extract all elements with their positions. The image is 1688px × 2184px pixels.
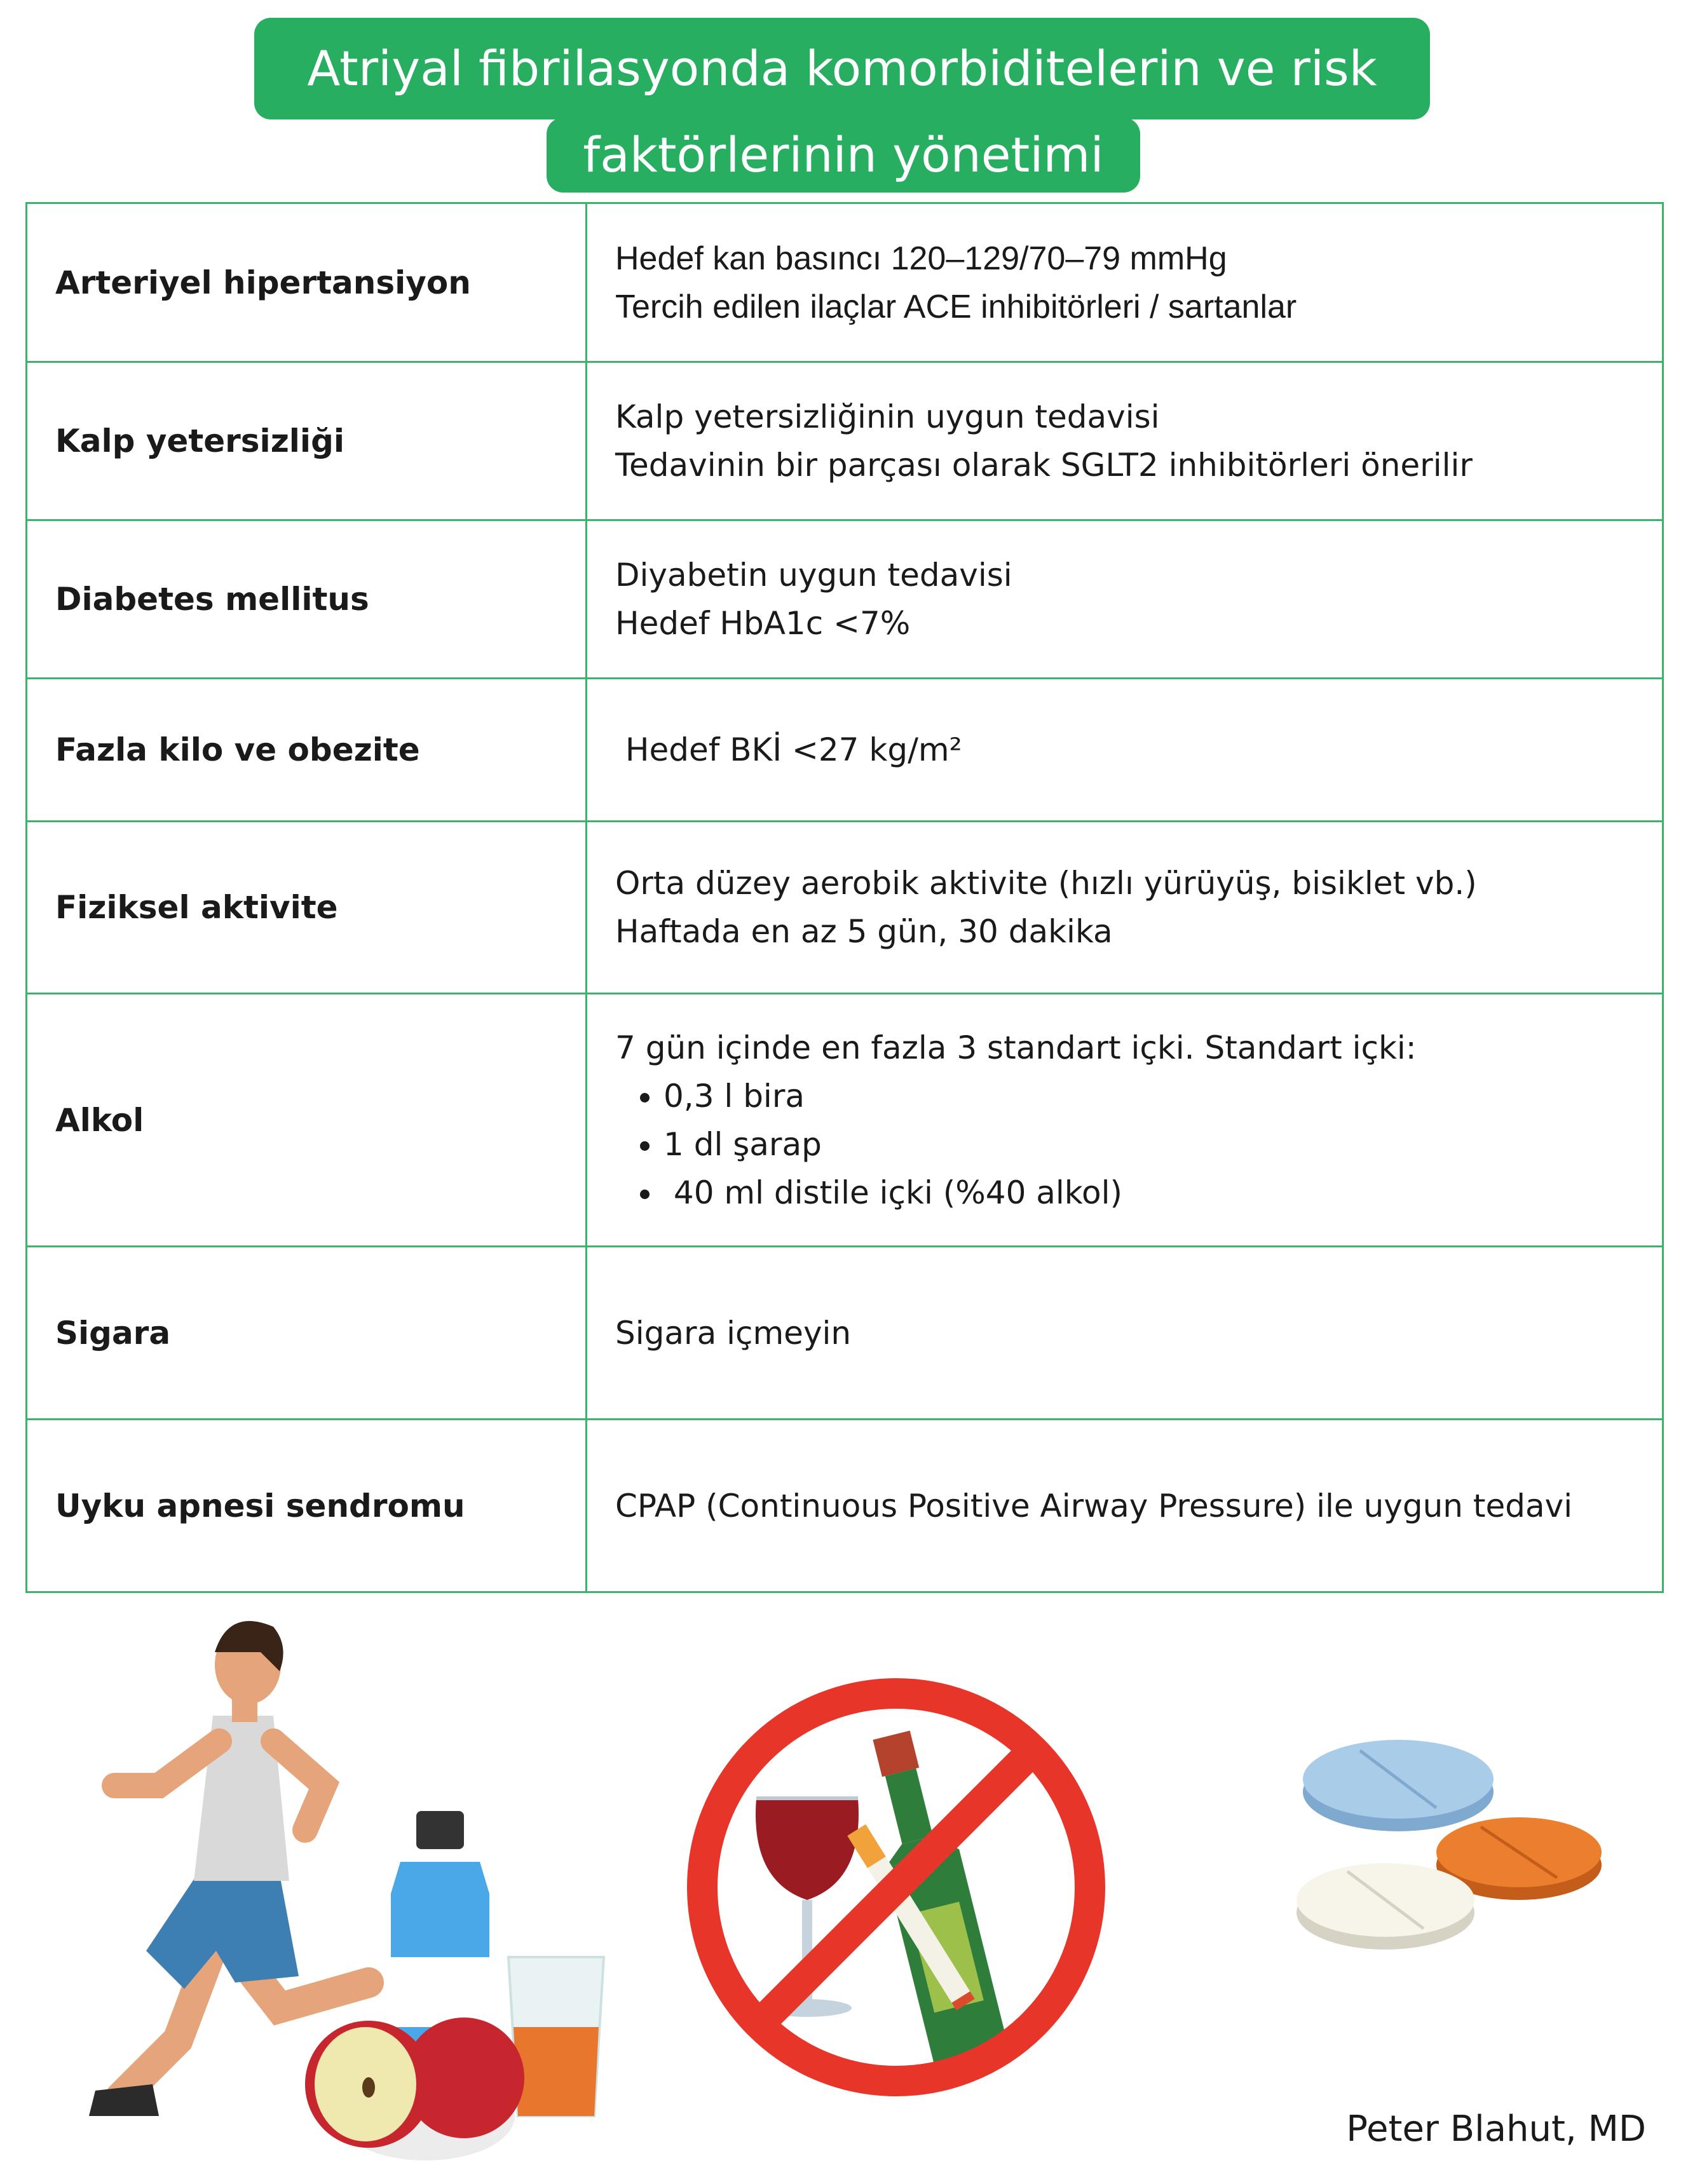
- juice-glass-icon: [508, 1957, 604, 2116]
- row-value: [587, 520, 1663, 679]
- row-value: [587, 679, 1663, 822]
- table-row: [27, 203, 1663, 362]
- list-item: • 1 dl şarap: [664, 1120, 1662, 1169]
- list-item: • 0,3 l bira: [664, 1072, 1662, 1120]
- row-label: Uyku apnesi sendromu: [27, 1420, 587, 1592]
- value-line: Diyabetin uygun tedavisi: [615, 557, 1012, 593]
- row-value: [587, 1420, 1663, 1592]
- list-item: • 40 ml distile içki (%40 alkol): [664, 1169, 1662, 1217]
- table-row: [27, 679, 1663, 822]
- value-line: Hedef kan basıncı 120–129/70–79 mmHg: [615, 240, 1227, 277]
- value-line: Tercih edilen ilaçlar ACE inhibitörleri / sartanlar: [615, 288, 1297, 325]
- pills-illustration: [1290, 1716, 1608, 1983]
- no-alcohol-smoking-illustration: [667, 1665, 1125, 2110]
- value-line: Haftada en az 5 gün, 30 dakika: [615, 913, 1113, 950]
- running-man-illustration: [70, 1595, 655, 2180]
- table-row: [27, 520, 1663, 679]
- table-row: [27, 1247, 1663, 1420]
- table-row: [27, 362, 1663, 520]
- risk-factor-table: [25, 202, 1664, 1593]
- table-row: [27, 994, 1663, 1247]
- value-line: 7 gün içinde en fazla 3 standart içki. Standart içki:: [615, 1029, 1417, 1066]
- row-label: Fazla kilo ve obezite: [27, 679, 587, 822]
- row-value: [587, 994, 1663, 1247]
- title-line-2: faktörlerinin yönetimi: [547, 118, 1140, 193]
- title-line-1: Atriyal fibrilasyonda komorbiditelerin ve risk: [254, 18, 1430, 119]
- row-label: Arteriyel hipertansiyon: [27, 203, 587, 362]
- row-label: Alkol: [27, 994, 587, 1247]
- row-label: Sigara: [27, 1247, 587, 1420]
- author-credit: Peter Blahut, MD: [1346, 2108, 1646, 2150]
- row-value: [587, 822, 1663, 994]
- value-line: Sigara içmeyin: [615, 1314, 852, 1352]
- bullet-list: [615, 1072, 1662, 1217]
- row-value: [587, 1247, 1663, 1420]
- row-value: [587, 203, 1663, 362]
- pill-blue-icon: [1303, 1740, 1494, 1831]
- value-line: Tedavinin bir parçası olarak SGLT2 inhibitörleri önerilir: [615, 447, 1473, 484]
- row-label: Diabetes mellitus: [27, 520, 587, 679]
- table-row: [27, 822, 1663, 994]
- pill-white-icon: [1297, 1863, 1474, 1950]
- value-line: Orta düzey aerobik aktivite (hızlı yürüyüş, bisiklet vb.): [615, 865, 1477, 902]
- table-row: [27, 1420, 1663, 1592]
- value-line: Kalp yetersizliğinin uygun tedavisi: [615, 398, 1160, 435]
- row-label: Fiziksel aktivite: [27, 822, 587, 994]
- value-line: Hedef BKİ <27 kg/m²: [615, 731, 962, 768]
- value-line: CPAP (Continuous Positive Airway Pressure) ile uygun tedavi: [615, 1487, 1573, 1524]
- value-line: Hedef HbA1c <7%: [615, 605, 911, 642]
- row-label: Kalp yetersizliği: [27, 362, 587, 520]
- row-value: [587, 362, 1663, 520]
